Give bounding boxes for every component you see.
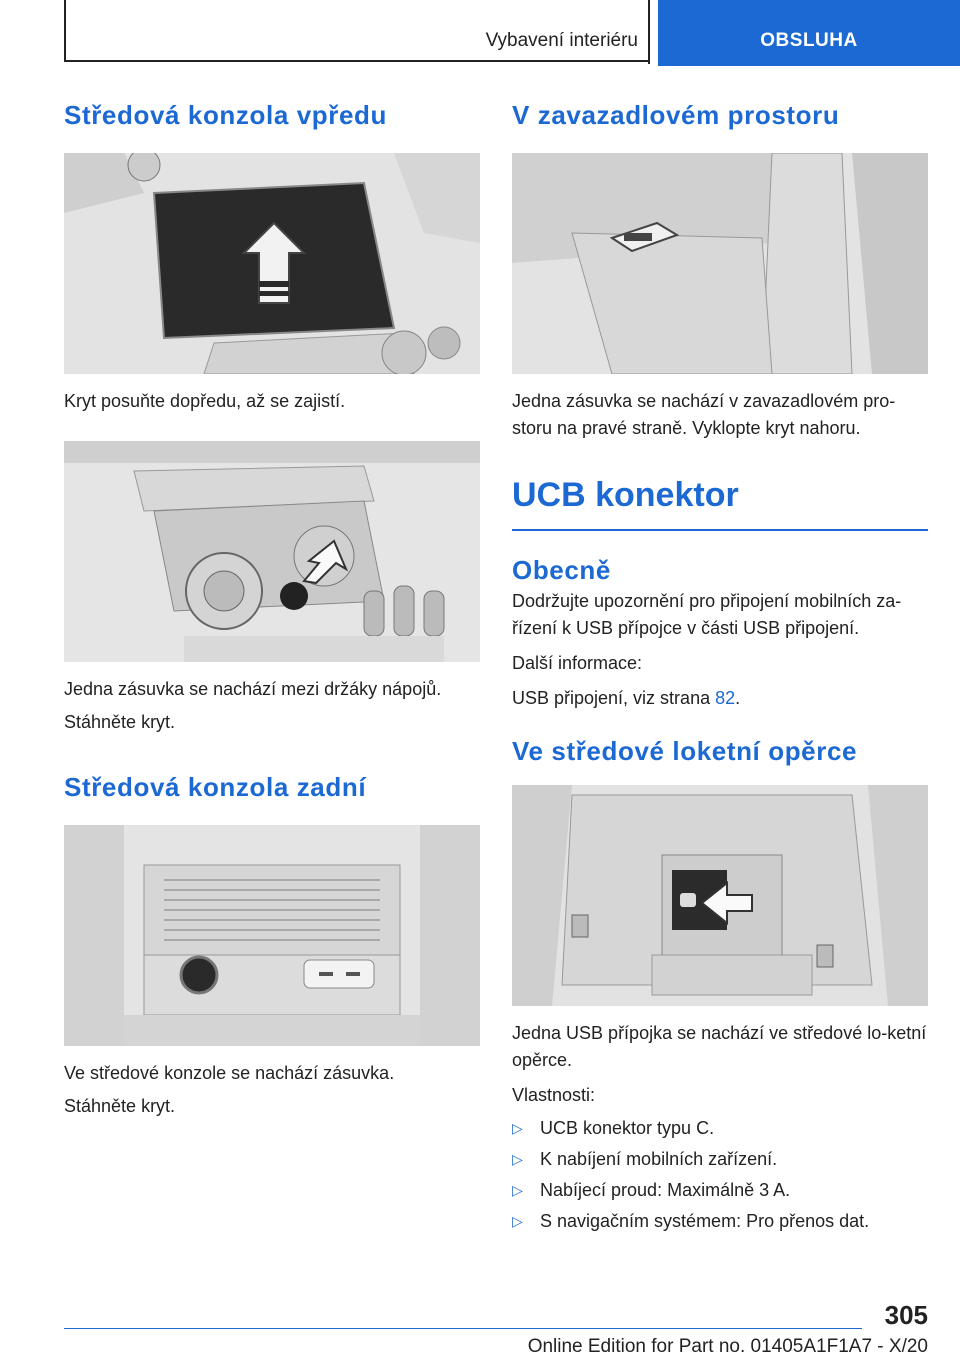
list-item <box>512 1115 928 1142</box>
caption-trunk: Jedna zásuvka se nachází v zavazadlovém pro‐storu na pravé straně. Vyklopte kryt nahoru. <box>512 391 896 438</box>
paragraph-usb-ref <box>512 685 928 712</box>
list-item <box>512 1146 928 1173</box>
caption-rear-console: Ve středové konzole se nachází zásuvka. <box>64 1063 395 1083</box>
edition-note: Online Edition for Part no. 01405A1F1A7 - X/20 <box>527 1336 928 1357</box>
triangle-right-icon: ▷ <box>512 1213 523 1229</box>
page-header <box>64 0 960 66</box>
left-column <box>64 100 480 1120</box>
header-section-label: Vybavení interiéru <box>485 30 638 51</box>
header-divider <box>648 0 650 64</box>
usb-ref-end: . <box>735 688 741 708</box>
section-heading-trunk: V zavazadlovém prostoru <box>512 100 840 130</box>
triangle-right-icon: ▷ <box>512 1151 523 1167</box>
list-item-text: K nabíjení mobilních zařízení. <box>540 1149 778 1169</box>
caption-armrest: Jedna USB přípojka se nachází ve středové lo‐ketní opěrce. <box>512 1023 927 1070</box>
page-link-82[interactable]: 82 <box>715 688 736 708</box>
list-item <box>512 1208 928 1235</box>
caption-cupholder: Jedna zásuvka se nachází mezi držáky nápojů. <box>64 679 442 699</box>
chapter-title: UCB konektor <box>512 476 739 514</box>
section-heading-front-console: Středová konzola vpředu <box>64 100 387 130</box>
triangle-right-icon: ▷ <box>512 1120 523 1136</box>
header-tab <box>658 0 960 66</box>
section-heading-armrest: Ve středové loketní opěrce <box>512 736 858 766</box>
footer-rule <box>64 1328 862 1329</box>
section-heading-rear-console: Středová konzola zadní <box>64 772 367 802</box>
header-tab-label: OBSLUHA <box>760 30 858 51</box>
properties-list <box>512 1115 928 1235</box>
right-column <box>512 100 928 1235</box>
figure-front-console-cover <box>64 153 480 374</box>
list-item-text: UCB konektor typu C. <box>540 1118 715 1138</box>
subheading-general: Obecně <box>512 555 611 585</box>
figure-rear-console <box>64 825 480 1046</box>
triangle-right-icon: ▷ <box>512 1182 523 1198</box>
list-item-text: Nabíjecí proud: Maximálně 3 A. <box>540 1180 791 1200</box>
figure-armrest-usb <box>512 785 928 1006</box>
caption-front-cover: Kryt posuňte dopředu, až se zajistí. <box>64 391 346 411</box>
paragraph-general: Dodržujte upozornění pro připojení mobilních za‐řízení k USB přípojce v části USB připojení. <box>512 591 902 638</box>
list-item-text: S navigačním systémem: Pro přenos dat. <box>540 1211 870 1231</box>
usb-ref-text: USB připojení, viz strana <box>512 688 716 708</box>
properties-label: Vlastnosti: <box>512 1085 596 1105</box>
paragraph-more-info: Další informace: <box>512 653 643 673</box>
title-rule <box>512 529 928 531</box>
list-item <box>512 1177 928 1204</box>
page-number: 305 <box>884 1300 928 1330</box>
figure-cupholder-socket <box>64 441 480 662</box>
caption-cupholder-b: Stáhněte kryt. <box>64 712 176 732</box>
caption-rear-console-b: Stáhněte kryt. <box>64 1096 176 1116</box>
figure-trunk-socket <box>512 153 928 374</box>
